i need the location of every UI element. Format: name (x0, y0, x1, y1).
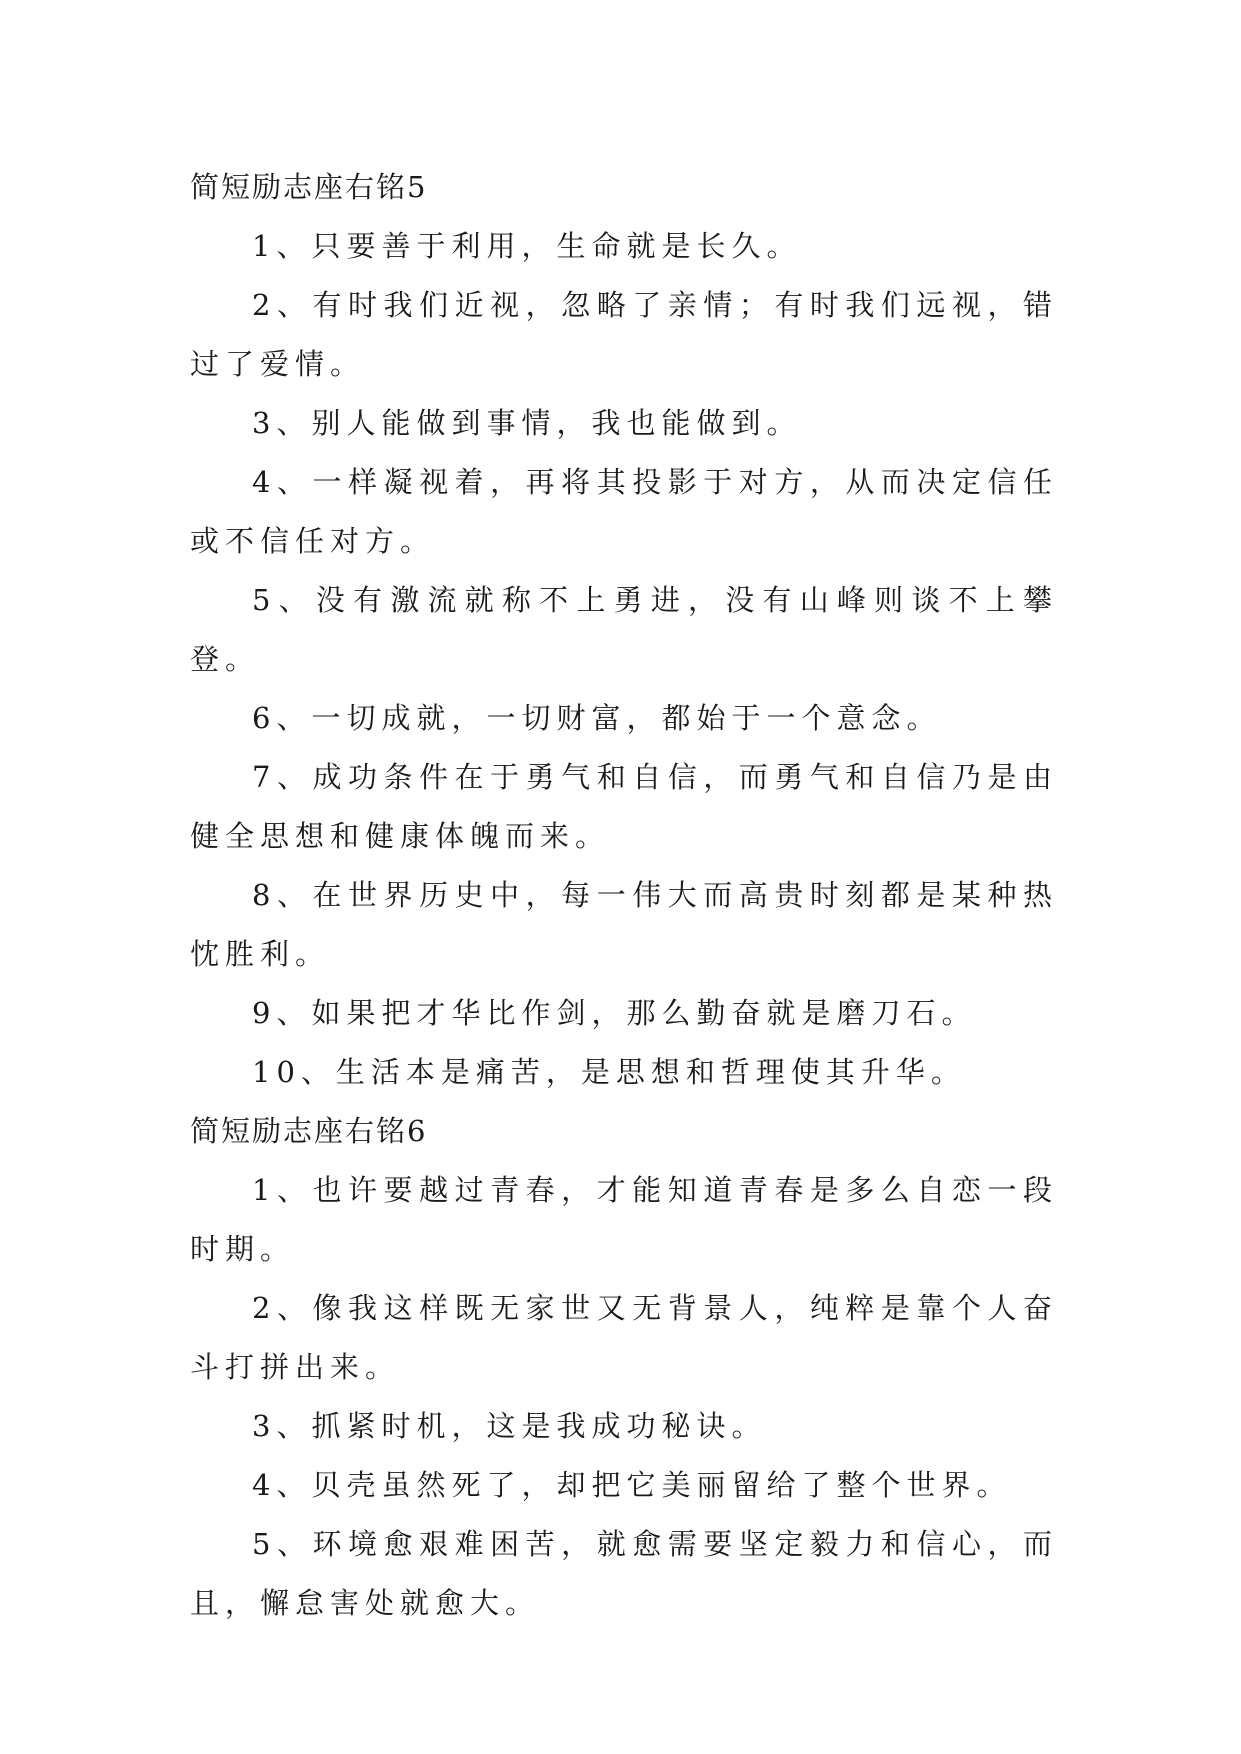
section-title: 简短励志座右铭5 (190, 170, 428, 204)
list-item: 3、抓紧时机，这是我成功秘诀。 (252, 1409, 767, 1443)
list-item: 5、环境愈艰难困苦，就愈需要坚定毅力和信心，而且，懈怠害处就愈大。 (190, 1527, 1058, 1620)
list-item: 4、一样凝视着，再将其投影于对方，从而决定信任或不信任对方。 (190, 465, 1058, 558)
list-item: 5、没有激流就称不上勇进，没有山峰则谈不上攀登。 (190, 583, 1058, 676)
list-item: 1、只要善于利用，生命就是长久。 (252, 229, 802, 263)
list-item: 3、别人能做到事情，我也能做到。 (252, 406, 802, 440)
list-item: 10、生活本是痛苦，是思想和哲理使其升华。 (252, 1055, 966, 1089)
section-motto-6 (190, 1102, 1058, 1633)
list-item: 9、如果把才华比作剑，那么勤奋就是磨刀石。 (252, 996, 977, 1030)
list-item: 2、有时我们近视，忽略了亲情；有时我们远视，错过了爱情。 (190, 288, 1058, 381)
list-item: 7、成功条件在于勇气和自信，而勇气和自信乃是由健全思想和健康体魄而来。 (190, 760, 1058, 853)
section-title: 简短励志座右铭6 (190, 1114, 428, 1148)
list-item: 8、在世界历史中，每一伟大而高贵时刻都是某种热忱胜利。 (190, 878, 1058, 971)
list-item: 4、贝壳虽然死了，却把它美丽留给了整个世界。 (252, 1468, 1012, 1502)
document-page (190, 158, 1058, 1633)
list-item: 1、也许要越过青春，才能知道青春是多么自恋一段时期。 (190, 1173, 1058, 1266)
section-motto-5 (190, 158, 1058, 1102)
list-item: 6、一切成就，一切财富，都始于一个意念。 (252, 701, 942, 735)
list-item: 2、像我这样既无家世又无背景人，纯粹是靠个人奋斗打拼出来。 (190, 1291, 1058, 1384)
